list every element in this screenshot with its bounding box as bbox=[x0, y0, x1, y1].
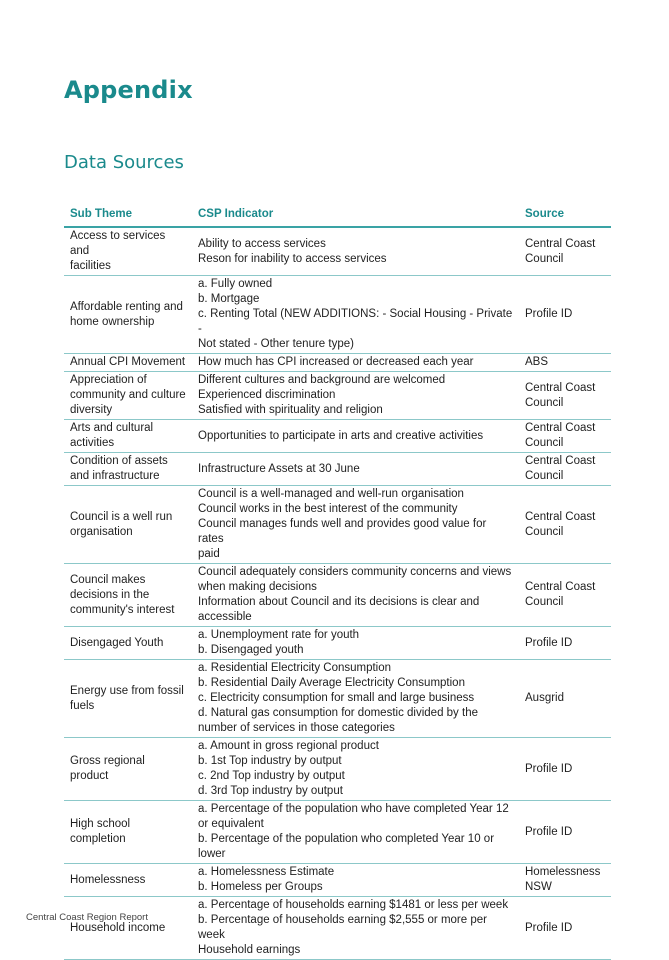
csp-indicator-cell-line: lower bbox=[198, 848, 226, 860]
source-cell-line: Council bbox=[525, 470, 564, 482]
csp-indicator-cell-line: Council is a well-managed and well-run organisation bbox=[198, 488, 464, 500]
csp-indicator-cell-line: b. 1st Top industry by output bbox=[198, 755, 342, 767]
sub-theme-cell-line: Annual CPI Movement bbox=[70, 356, 186, 368]
csp-indicator-cell-line: a. Fully owned bbox=[198, 278, 273, 290]
csp-indicator-cell-line: b. Disengaged youth bbox=[198, 644, 304, 656]
source-cell-line: NSW bbox=[525, 881, 552, 893]
csp-indicator-cell-line: Household earnings bbox=[198, 944, 301, 956]
sub-theme-cell bbox=[64, 486, 192, 564]
source-cell bbox=[519, 372, 611, 420]
sub-theme-cell-line: Affordable renting and bbox=[70, 300, 183, 313]
sub-theme-cell-line: diversity bbox=[70, 404, 113, 416]
source-cell-line: Council bbox=[525, 252, 564, 265]
sub-theme-cell bbox=[64, 660, 192, 738]
csp-indicator-cell-line: number of services in those categories bbox=[198, 722, 395, 734]
csp-indicator-cell-line: Reson for inability to access services bbox=[198, 252, 387, 265]
sub-theme-cell bbox=[64, 453, 192, 486]
source-cell-line: Central Coast bbox=[525, 510, 596, 523]
csp-indicator-cell-line: c. 2nd Top industry by output bbox=[198, 770, 345, 782]
csp-indicator-cell-line: Ability to access services bbox=[198, 237, 326, 250]
csp-indicator-cell bbox=[192, 372, 519, 420]
csp-indicator-cell bbox=[192, 627, 519, 660]
table-row bbox=[64, 486, 611, 564]
sub-theme-cell bbox=[64, 354, 192, 372]
csp-indicator-cell-line: d. 3rd Top industry by output bbox=[198, 785, 343, 797]
sub-theme-cell-line: activities bbox=[70, 437, 115, 449]
table-row bbox=[64, 738, 611, 801]
table-row bbox=[64, 564, 611, 627]
table-row bbox=[64, 354, 611, 372]
sub-theme-cell-line: Condition of assets bbox=[70, 455, 168, 467]
csp-indicator-cell-line: a. Unemployment rate for youth bbox=[198, 629, 360, 641]
csp-indicator-cell-line: Council adequately considers community concerns and views bbox=[198, 566, 512, 578]
csp-indicator-cell-line: a. Percentage of the population who have completed Year 12 bbox=[198, 803, 509, 815]
csp-indicator-cell bbox=[192, 486, 519, 564]
table-row bbox=[64, 227, 611, 276]
sub-theme-cell-line: Energy use from fossil bbox=[70, 684, 184, 697]
sub-theme-cell-line: community and culture bbox=[70, 389, 186, 401]
csp-indicator-cell-line: b. Percentage of the population who completed Year 10 or bbox=[198, 833, 495, 845]
table-row bbox=[64, 372, 611, 420]
csp-indicator-cell-line: Not stated - Other tenure type) bbox=[198, 338, 354, 350]
sub-theme-cell-line: and infrastructure bbox=[70, 470, 160, 482]
sub-theme-cell bbox=[64, 227, 192, 276]
csp-indicator-cell-line: Council manages funds well and provides good value for rates bbox=[198, 518, 487, 545]
source-cell-line: Ausgrid bbox=[525, 692, 564, 704]
table-row bbox=[64, 453, 611, 486]
sub-theme-cell-line: completion bbox=[70, 833, 126, 845]
csp-indicator-cell-line: Different cultures and background are welcomed bbox=[198, 374, 446, 386]
source-cell-line: Profile ID bbox=[525, 636, 573, 649]
sub-theme-cell-line: Disengaged Youth bbox=[70, 636, 164, 649]
csp-indicator-cell-line: b. Homeless per Groups bbox=[198, 881, 323, 893]
csp-indicator-cell bbox=[192, 564, 519, 627]
source-cell-line: Profile ID bbox=[525, 825, 573, 838]
source-cell-line: Council bbox=[525, 596, 564, 608]
source-cell-line: Profile ID bbox=[525, 921, 573, 934]
source-cell-line: Profile ID bbox=[525, 308, 573, 320]
table-row bbox=[64, 897, 611, 960]
sub-theme-cell bbox=[64, 372, 192, 420]
sub-theme-cell-line: organisation bbox=[70, 525, 133, 538]
csp-indicator-cell-line: when making decisions bbox=[198, 581, 317, 593]
table-row bbox=[64, 660, 611, 738]
csp-indicator-cell bbox=[192, 227, 519, 276]
source-cell bbox=[519, 864, 611, 897]
csp-indicator-cell bbox=[192, 801, 519, 864]
csp-indicator-cell-line: Council works in the best interest of the community bbox=[198, 503, 458, 515]
footer-text: Central Coast Region Report bbox=[26, 912, 148, 923]
table-row bbox=[64, 420, 611, 453]
sub-theme-cell-line: Arts and cultural bbox=[70, 422, 154, 434]
csp-indicator-cell-line: a. Percentage of households earning $1481 or less per week bbox=[198, 899, 509, 911]
source-cell-line: Council bbox=[525, 525, 564, 538]
table-header-row bbox=[64, 204, 611, 227]
csp-indicator-cell bbox=[192, 453, 519, 486]
sub-theme-cell-line: fuels bbox=[70, 699, 95, 712]
csp-indicator-cell-line: How much has CPI increased or decreased each year bbox=[198, 356, 474, 368]
sub-theme-cell-line: Appreciation of bbox=[70, 374, 147, 386]
sub-theme-cell bbox=[64, 276, 192, 354]
csp-indicator-cell-line: d. Natural gas consumption for domestic divided by the bbox=[198, 707, 478, 719]
table-row bbox=[64, 864, 611, 897]
csp-indicator-cell-line: Infrastructure Assets at 30 June bbox=[198, 462, 360, 475]
source-cell bbox=[519, 486, 611, 564]
sub-theme-cell bbox=[64, 564, 192, 627]
sub-theme-cell-line: decisions in the bbox=[70, 588, 150, 601]
csp-indicator-cell bbox=[192, 864, 519, 897]
page-title: Appendix bbox=[64, 76, 193, 104]
source-cell bbox=[519, 354, 611, 372]
column-header-csp-indicator: CSP Indicator bbox=[192, 204, 519, 227]
source-cell-line: Homelessness bbox=[525, 866, 601, 878]
data-sources-table bbox=[64, 204, 611, 960]
sub-theme-cell-line: facilities bbox=[70, 260, 111, 272]
sub-theme-cell bbox=[64, 627, 192, 660]
csp-indicator-cell bbox=[192, 354, 519, 372]
table-row bbox=[64, 627, 611, 660]
sub-theme-cell bbox=[64, 897, 192, 960]
column-header-sub-theme: Sub Theme bbox=[64, 204, 192, 227]
source-cell-line: Council bbox=[525, 437, 564, 449]
source-cell-line: Central Coast bbox=[525, 581, 596, 593]
column-header-source: Source bbox=[519, 204, 611, 227]
csp-indicator-cell-line: Satisfied with spirituality and religion bbox=[198, 404, 383, 416]
source-cell bbox=[519, 564, 611, 627]
sub-theme-cell bbox=[64, 738, 192, 801]
csp-indicator-cell-line: or equivalent bbox=[198, 818, 264, 830]
source-cell bbox=[519, 801, 611, 864]
source-cell bbox=[519, 897, 611, 960]
sub-theme-cell-line: Council makes bbox=[70, 573, 146, 586]
sub-theme-cell-line: Council is a well run bbox=[70, 510, 173, 523]
source-cell bbox=[519, 660, 611, 738]
sub-theme-cell bbox=[64, 420, 192, 453]
csp-indicator-cell-line: a. Amount in gross regional product bbox=[198, 740, 379, 752]
source-cell-line: Council bbox=[525, 396, 564, 409]
source-cell-line: ABS bbox=[525, 356, 549, 368]
source-cell-line: Central Coast bbox=[525, 422, 596, 434]
sub-theme-cell bbox=[64, 864, 192, 897]
csp-indicator-cell-line: c. Renting Total (NEW ADDITIONS: - Social Housing - Private - bbox=[198, 308, 513, 335]
table-body bbox=[64, 227, 611, 960]
sub-theme-cell-line: home ownership bbox=[70, 315, 155, 328]
csp-indicator-cell bbox=[192, 738, 519, 801]
csp-indicator-cell-line: b. Mortgage bbox=[198, 293, 260, 305]
sub-theme-cell-line: Gross regional product bbox=[70, 755, 145, 782]
csp-indicator-cell bbox=[192, 420, 519, 453]
sub-theme-cell-line: Homelessness bbox=[70, 873, 146, 886]
source-cell-line: Profile ID bbox=[525, 762, 573, 775]
source-cell bbox=[519, 738, 611, 801]
source-cell-line: Central Coast bbox=[525, 237, 596, 250]
table-row bbox=[64, 801, 611, 864]
source-cell bbox=[519, 276, 611, 354]
csp-indicator-cell-line: b. Percentage of households earning $2,555 or more per week bbox=[198, 914, 487, 941]
source-cell bbox=[519, 453, 611, 486]
table-row bbox=[64, 276, 611, 354]
source-cell bbox=[519, 227, 611, 276]
csp-indicator-cell-line: c. Electricity consumption for small and large business bbox=[198, 692, 475, 704]
csp-indicator-cell-line: Experienced discrimination bbox=[198, 389, 336, 401]
sub-theme-cell bbox=[64, 801, 192, 864]
sub-theme-cell-line: Access to services and bbox=[70, 230, 166, 257]
csp-indicator-cell bbox=[192, 276, 519, 354]
csp-indicator-cell bbox=[192, 660, 519, 738]
source-cell-line: Central Coast bbox=[525, 381, 596, 394]
csp-indicator-cell-line: a. Residential Electricity Consumption bbox=[198, 662, 392, 674]
source-cell bbox=[519, 627, 611, 660]
csp-indicator-cell-line: a. Homelessness Estimate bbox=[198, 866, 335, 878]
csp-indicator-cell bbox=[192, 897, 519, 960]
sub-theme-cell-line: community's interest bbox=[70, 603, 175, 616]
section-title: Data Sources bbox=[64, 152, 184, 173]
csp-indicator-cell-line: Opportunities to participate in arts and creative activities bbox=[198, 429, 484, 442]
csp-indicator-cell-line: paid bbox=[198, 548, 220, 560]
csp-indicator-cell-line: accessible bbox=[198, 611, 252, 623]
csp-indicator-cell-line: Information about Council and its decisions is clear and bbox=[198, 596, 480, 608]
csp-indicator-cell-line: b. Residential Daily Average Electricity Consumption bbox=[198, 677, 465, 689]
source-cell-line: Central Coast bbox=[525, 455, 596, 467]
source-cell bbox=[519, 420, 611, 453]
sub-theme-cell-line: High school bbox=[70, 818, 131, 830]
sub-theme-cell-line: Household income bbox=[70, 921, 166, 934]
